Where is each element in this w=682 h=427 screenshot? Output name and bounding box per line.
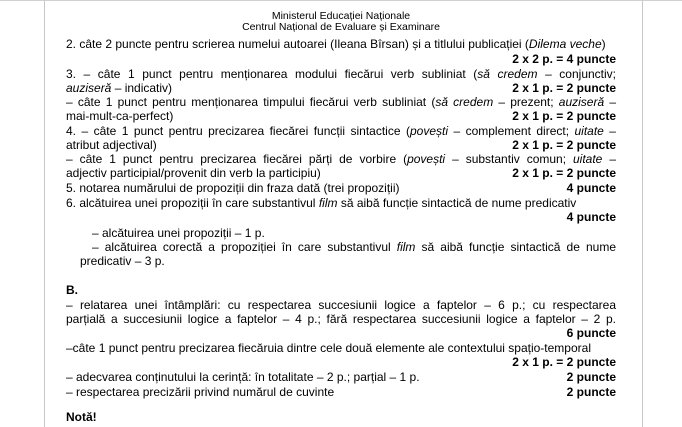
section-b-line-1: – relatarea unei întâmplări: cu respectarea succesiunii logice a faptelor – 6 p.; cu respectarea bbox=[66, 298, 616, 312]
top-border bbox=[0, 0, 682, 1]
item-5-line: 5. notarea numărului de propoziții din fraza dată (trei propoziții) 4 puncte bbox=[66, 181, 616, 195]
section-b-line-4: – adecvarea conținutului la cerință: în totalitate – 2 p.; parțial – 1 p. 2 puncte bbox=[66, 370, 616, 384]
item-3-line-1: 3. – câte 1 punct pentru menționarea modului fiecărui verb subliniat (să credem – conjunctiv; bbox=[66, 67, 617, 81]
section-b-line-2: parțială a succesiunii logice a faptelor – 4 p.; fără respectarea succesiunii logice a faptelor – 2 p. bbox=[66, 312, 616, 326]
section-b-score-2: 2 x 1 p. = 2 puncte bbox=[512, 355, 616, 369]
item-4-line-3: – câte 1 punct pentru precizarea fiecărei părți de vorbire (povești – substantiv comun; uitate – bbox=[66, 152, 616, 166]
note-heading: Notă! bbox=[66, 410, 97, 424]
section-b-title: B. bbox=[66, 283, 78, 297]
item-3-line-4: mai-mult-ca-perfect) 2 x 1 p. = 2 puncte bbox=[66, 109, 616, 123]
item-2-line: 2. câte 2 puncte pentru scrierea numelui autoarei (Ileana Bîrsan) și a titlului publicației (Dilema veche) bbox=[66, 37, 606, 51]
section-b-line-3: –câte 1 punct pentru precizarea fiecăruia dintre cele două elemente ale contextului spațio-temporal bbox=[66, 341, 591, 355]
item-3-line-2: auziseră – indicativ) 2 x 1 p. = 2 puncte bbox=[66, 81, 616, 95]
header-ministry: Ministerul Educației Naționale bbox=[271, 10, 411, 22]
page-right-edge bbox=[642, 0, 643, 427]
item-3-line-3: – câte 1 punct pentru menționarea timpului fiecărui verb subliniat (să credem – prezent; auziseră – bbox=[66, 95, 616, 109]
section-b-score-1: 6 puncte bbox=[566, 326, 616, 340]
item-6-line: 6. alcătuirea unei propoziții în care substantivul film să aibă funcție sintactică de nume predicativ bbox=[66, 196, 577, 210]
header-center: Centrul Național de Evaluare și Examinare bbox=[242, 21, 440, 33]
item-6-sub-1: – alcătuirea unei propoziții – 1 p. bbox=[92, 226, 265, 240]
item-6-score: 4 puncte bbox=[566, 210, 616, 224]
item-2-score: 2 x 2 p. = 4 puncte bbox=[512, 52, 616, 66]
page-left-edge bbox=[44, 0, 45, 427]
item-6-sub-3: predicativ – 3 p. bbox=[80, 254, 165, 268]
item-4-line-4: adjectiv participial/provenit din verb la participiu) 2 x 1 p. = 2 puncte bbox=[66, 166, 616, 180]
item-6-sub-2: – alcătuirea corectă a propoziției în care substantivul film să aibă funcție sintactică de nume bbox=[92, 240, 616, 254]
section-b-line-5: – respectarea precizării privind numărul de cuvinte 2 puncte bbox=[66, 385, 616, 399]
item-4-line-1: 4. – câte 1 punct pentru precizarea fiecărei funcții sintactice (povești – complement direct; uitate – bbox=[66, 124, 616, 138]
item-4-line-2: atribut adjectival) 2 x 1 p. = 2 puncte bbox=[66, 138, 616, 152]
